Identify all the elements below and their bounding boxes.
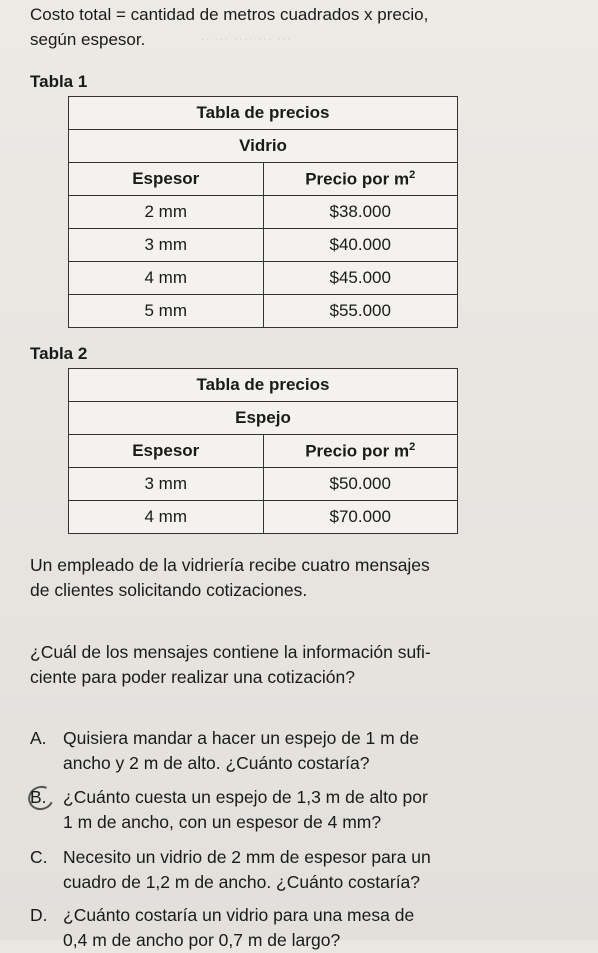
option-letter: C. — [30, 847, 48, 867]
option-text: cuadro de 1,2 m de ancho. ¿Cuánto costaría? — [63, 872, 421, 892]
option-text: Quisiera mandar a hacer un espejo de 1 m de — [63, 728, 420, 748]
question-line-2: ciente para poder realizar una cotización? — [30, 667, 355, 687]
table1-precio: $40.000 — [263, 229, 458, 262]
table2-title: Tabla de precios — [69, 369, 458, 402]
table2-espesor: 4 mm — [69, 501, 264, 534]
table1-precio: $38.000 — [263, 196, 458, 229]
table1-espesor: 5 mm — [69, 295, 264, 328]
table-row — [69, 262, 458, 295]
table1-precio: $45.000 — [263, 262, 458, 295]
option-text: ¿Cuánto cuesta un espejo de 1,3 m de alto por — [63, 787, 428, 807]
table-row — [69, 229, 458, 262]
table1-label: Tabla 1 — [30, 72, 88, 91]
option-letter: A. — [30, 728, 47, 748]
table2-col-precio: Precio por $m^2$ — [263, 435, 458, 468]
scenario-line-2: de clientes solicitando cotizaciones. — [30, 580, 308, 600]
option-text: 0,4 m de ancho por 0,7 m de largo? — [63, 930, 341, 950]
table1-title: Tabla de precios — [69, 97, 458, 130]
table-row — [69, 501, 458, 534]
table-row — [69, 196, 458, 229]
option-text: ¿Cuánto costaría un vidrio para una mesa de — [63, 905, 415, 925]
table1-col-espesor: Espesor — [69, 163, 264, 196]
bleed-through-text: ·· ··· ···· ··· ··· — [200, 30, 292, 47]
table2-label: Tabla 2 — [30, 344, 88, 363]
table1-material: Vidrio — [69, 130, 458, 163]
intro-line-1: Costo total = cantidad de metros cuadrados x precio, — [30, 5, 429, 24]
table2-col-espesor: Espesor — [69, 435, 264, 468]
table-row — [69, 295, 458, 328]
question-line-1: ¿Cuál de los mensajes contiene la información sufi- — [30, 642, 431, 662]
scenario-line-1: Un empleado de la vidriería recibe cuatro mensajes — [30, 555, 430, 575]
intro-text — [30, 2, 590, 52]
intro-line-2: según espesor. — [30, 30, 146, 49]
table1-espesor: 2 mm — [69, 196, 264, 229]
question-text — [30, 640, 590, 690]
option-letter: B. — [30, 787, 47, 807]
table1-espesor: 3 mm — [69, 229, 264, 262]
price-table-mirror — [68, 368, 458, 534]
table2-espesor: 3 mm — [69, 468, 264, 501]
table2-precio: $70.000 — [263, 501, 458, 534]
option-text: Necesito un vidrio de 2 mm de espesor para un — [63, 847, 431, 867]
option-text: ancho y 2 m de alto. ¿Cuánto costaría? — [63, 753, 370, 773]
table2-material: Espejo — [69, 402, 458, 435]
table-row — [69, 468, 458, 501]
option-text: 1 m de ancho, con un espesor de 4 mm? — [63, 812, 382, 832]
scenario-paragraph — [30, 553, 590, 603]
table1-col-precio: Precio por $m^2$ — [263, 163, 458, 196]
price-table-glass — [68, 96, 458, 328]
table1-espesor: 4 mm — [69, 262, 264, 295]
table2-precio: $50.000 — [263, 468, 458, 501]
option-letter: D. — [30, 905, 48, 925]
table1-precio: $55.000 — [263, 295, 458, 328]
